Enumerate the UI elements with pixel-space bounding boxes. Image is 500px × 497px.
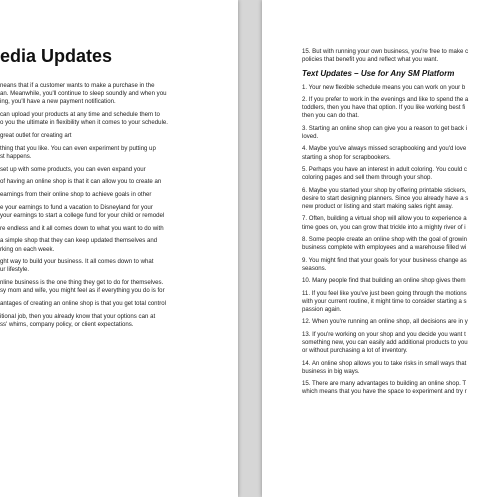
left-body-text [0, 82, 220, 334]
body-paragraph: a simple shop that they can keep updated themselves and rking on each week. [0, 237, 158, 253]
section-subheading: Text Updates – Use for Any SM Platform [302, 68, 455, 78]
intro-paragraph: 15. But with running your own business, you're free to make c policies that benefit you and reflect what you want. [302, 48, 469, 64]
body-paragraph: antages of creating an online shop is that you get total control [0, 300, 166, 308]
list-item: 12. When you're running an online shop, all decisions are in y [302, 318, 468, 326]
list-item: 6. Maybe you started your shop by offering printable stickers, desire to start designing planners. Since you already have a s new product or listing and start making sales right away. [302, 186, 469, 210]
list-item: 14. An online shop allows you to take risks in small ways that business in big ways. [302, 359, 467, 375]
list-item: 11. If you feel like you've just been going through the motions with your current routine, it might time to consider starting a s passion again. [302, 289, 467, 313]
body-paragraph: great outlet for creating art [0, 132, 72, 140]
list-item: 15. There are many advantages to building an online shop. T which means that you have the space to experiment and try r [302, 380, 467, 396]
list-item: 1. Your new flexible schedule means you can work on your b [302, 83, 466, 91]
list-item: 3. Starting an online shop can give you a reason to get back i loved. [302, 124, 467, 140]
body-paragraph: nline business is the one thing they get to do for themselves. sy mom and wife, you might feel as if everything you do is for [0, 279, 165, 295]
body-paragraph: thing that you like. You can even experiment by putting up st happens. [0, 144, 156, 160]
list-item: 4. Maybe you've always missed scrapbooking and you'd love starting a shop for scrapbookers. [302, 145, 467, 161]
list-item: 10. Many people find that building an online shop gives them [302, 277, 466, 285]
list-item: 9. You might find that your goals for your business change as seasons. [302, 256, 467, 272]
list-item: 5. Perhaps you have an interest in adult coloring. You could c coloring pages and sell them through your shop. [302, 165, 467, 182]
body-paragraph: can upload your products at any time and schedule them to o you the ultimate in flexibility when it comes to your schedule. [0, 111, 169, 127]
body-paragraph: re endless and it all comes down to what you want to do with [0, 224, 164, 232]
document-page-right [262, 0, 500, 497]
body-paragraph: earnings from their online shop to achieve goals in other [0, 191, 152, 199]
body-paragraph: e your earnings to fund a vacation to Disneyland for your your earnings to start a college fund for your child or remodel [0, 203, 165, 219]
body-paragraph: set up with some products, you can even expand your [0, 165, 146, 173]
numbered-list [302, 84, 500, 397]
list-item: 7. Often, building a virtual shop will allow you to experience a time goes on, you can grow that trickle into a mighty river of i [302, 215, 467, 231]
right-body-text [302, 48, 500, 401]
body-paragraph: ght way to build your business. It all comes down to what ur lifestyle. [0, 258, 154, 274]
list-item: 8. Some people create an online shop with the goal of growin business complete with employees and a warehouse filled wi [302, 235, 467, 252]
list-item: 13. If you're working on your shop and you decide you want t something new, you can easily add additional products to you or without purchasing a lot of inventory. [302, 330, 468, 355]
list-item: 2. If you prefer to work in the evenings and like to spend the a toddlers, then you have that option. If you like working best fi then you can do that. [302, 95, 469, 120]
document-page-left [0, 0, 238, 497]
body-paragraph: itional job, then you already know that your options can at ss' whims, company policy, or client expectations. [0, 312, 156, 328]
page-title: edia Updates [0, 46, 113, 66]
body-paragraph: of having an online shop is that it can allow you to create an [0, 178, 162, 186]
body-paragraph: neans that if a customer wants to make a purchase in the an. Meanwhile, you'll continue to sleep soundly and when you ing, you'll have a new payment notification. [0, 82, 167, 106]
